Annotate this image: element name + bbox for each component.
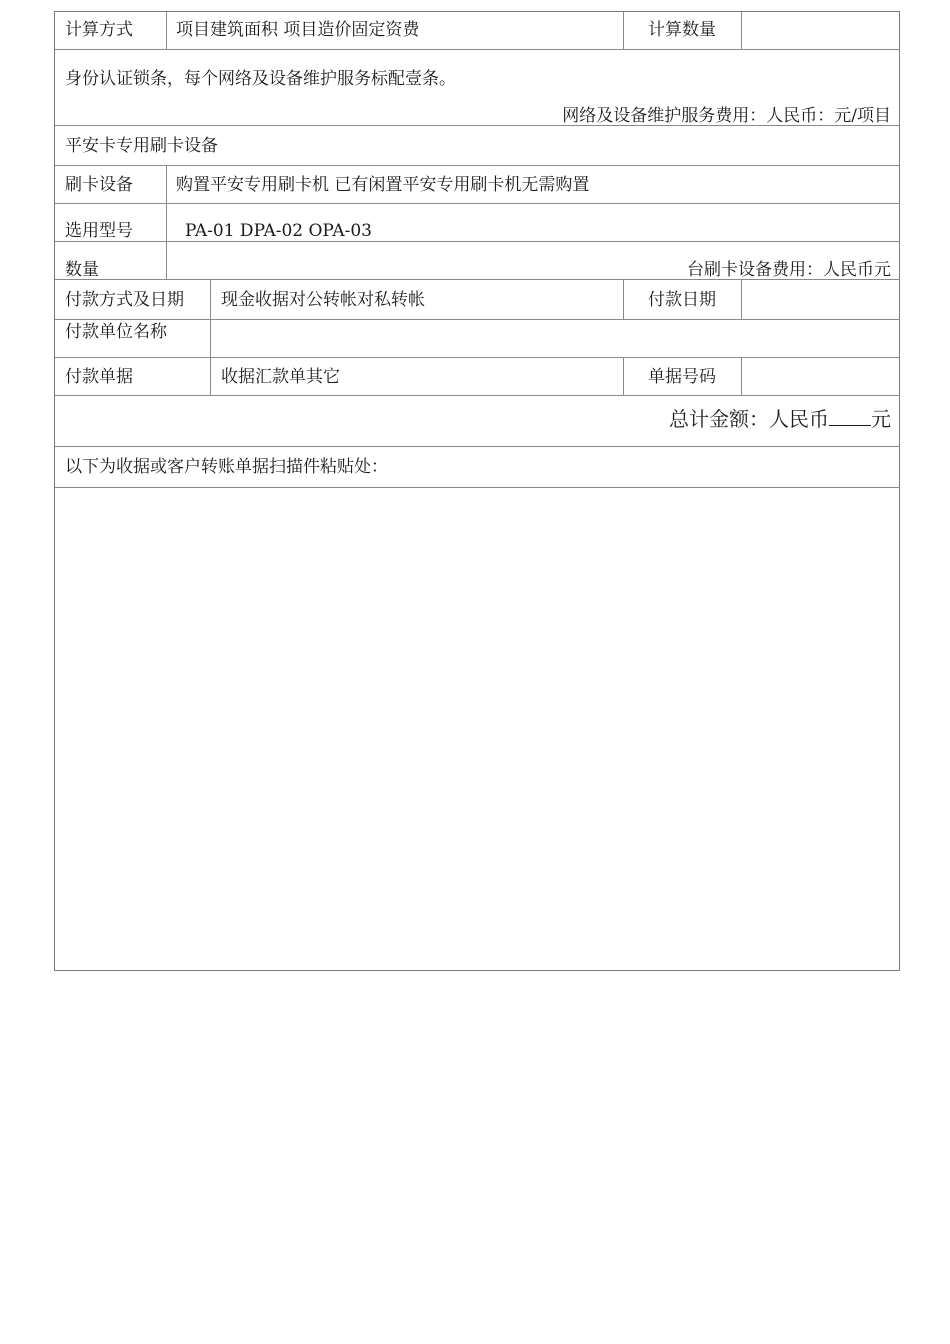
card-device-label: 刷卡设备 xyxy=(65,175,133,195)
payer-name-field[interactable] xyxy=(221,328,891,348)
col-divider xyxy=(741,12,742,49)
scan-paste-note: 以下为收据或客户转账单据扫描件粘贴处： xyxy=(65,457,388,477)
total-amount-field[interactable] xyxy=(829,409,871,426)
payment-date-label: 付款日期 xyxy=(648,290,716,310)
col-divider xyxy=(741,357,742,395)
total-amount-suffix: 元 xyxy=(871,407,891,431)
payment-form-table xyxy=(54,11,900,971)
card-device-fee-text: 台刷卡设备费用：人民币元 xyxy=(687,260,891,280)
row-divider xyxy=(55,49,899,50)
doc-number-field[interactable] xyxy=(751,367,891,387)
quantity-label: 数量 xyxy=(65,260,99,280)
calc-quantity-field[interactable] xyxy=(751,20,891,40)
model-label: 选用型号 xyxy=(65,221,133,241)
calc-quantity-label: 计算数量 xyxy=(648,20,716,40)
payment-doc-label: 付款单据 xyxy=(65,367,133,387)
payment-method-label: 付款方式及日期 xyxy=(65,290,184,310)
row-divider xyxy=(55,203,899,204)
payment-method-options[interactable]: 现金收据对公转帐对私转帐 xyxy=(221,290,425,310)
col-divider xyxy=(741,279,742,319)
total-amount xyxy=(669,407,891,431)
doc-number-label: 单据号码 xyxy=(648,367,716,387)
col-divider xyxy=(623,357,624,395)
maintenance-fee-text: 网络及设备维护服务费用：人民币：元/项目 xyxy=(562,106,891,126)
row-divider xyxy=(55,319,899,320)
model-options[interactable]: PA-01 DPA-02 OPA-03 xyxy=(185,221,372,241)
scan-paste-area xyxy=(55,488,899,970)
col-divider xyxy=(623,12,624,49)
payment-doc-options[interactable]: 收据汇款单其它 xyxy=(221,367,340,387)
row-divider xyxy=(55,165,899,166)
auth-lock-note: 身份认证锁条，每个网络及设备维护服务标配壹条。 xyxy=(65,69,456,89)
calc-method-label: 计算方式 xyxy=(65,20,133,40)
col-divider xyxy=(623,279,624,319)
row-divider xyxy=(55,446,899,447)
row-divider xyxy=(55,357,899,358)
col-divider xyxy=(210,279,211,395)
payment-date-field[interactable] xyxy=(751,290,891,310)
row-divider xyxy=(55,241,899,242)
col-divider xyxy=(166,12,167,49)
card-device-section-title: 平安卡专用刷卡设备 xyxy=(65,136,218,156)
payer-name-label: 付款单位名称 xyxy=(65,322,167,342)
card-device-options[interactable]: 购置平安专用刷卡机 已有闲置平安专用刷卡机无需购置 xyxy=(176,175,590,195)
col-divider xyxy=(166,165,167,279)
calc-method-options[interactable]: 项目建筑面积 项目造价固定资费 xyxy=(176,20,420,40)
row-divider xyxy=(55,395,899,396)
total-amount-prefix: 总计金额：人民币 xyxy=(669,407,829,431)
